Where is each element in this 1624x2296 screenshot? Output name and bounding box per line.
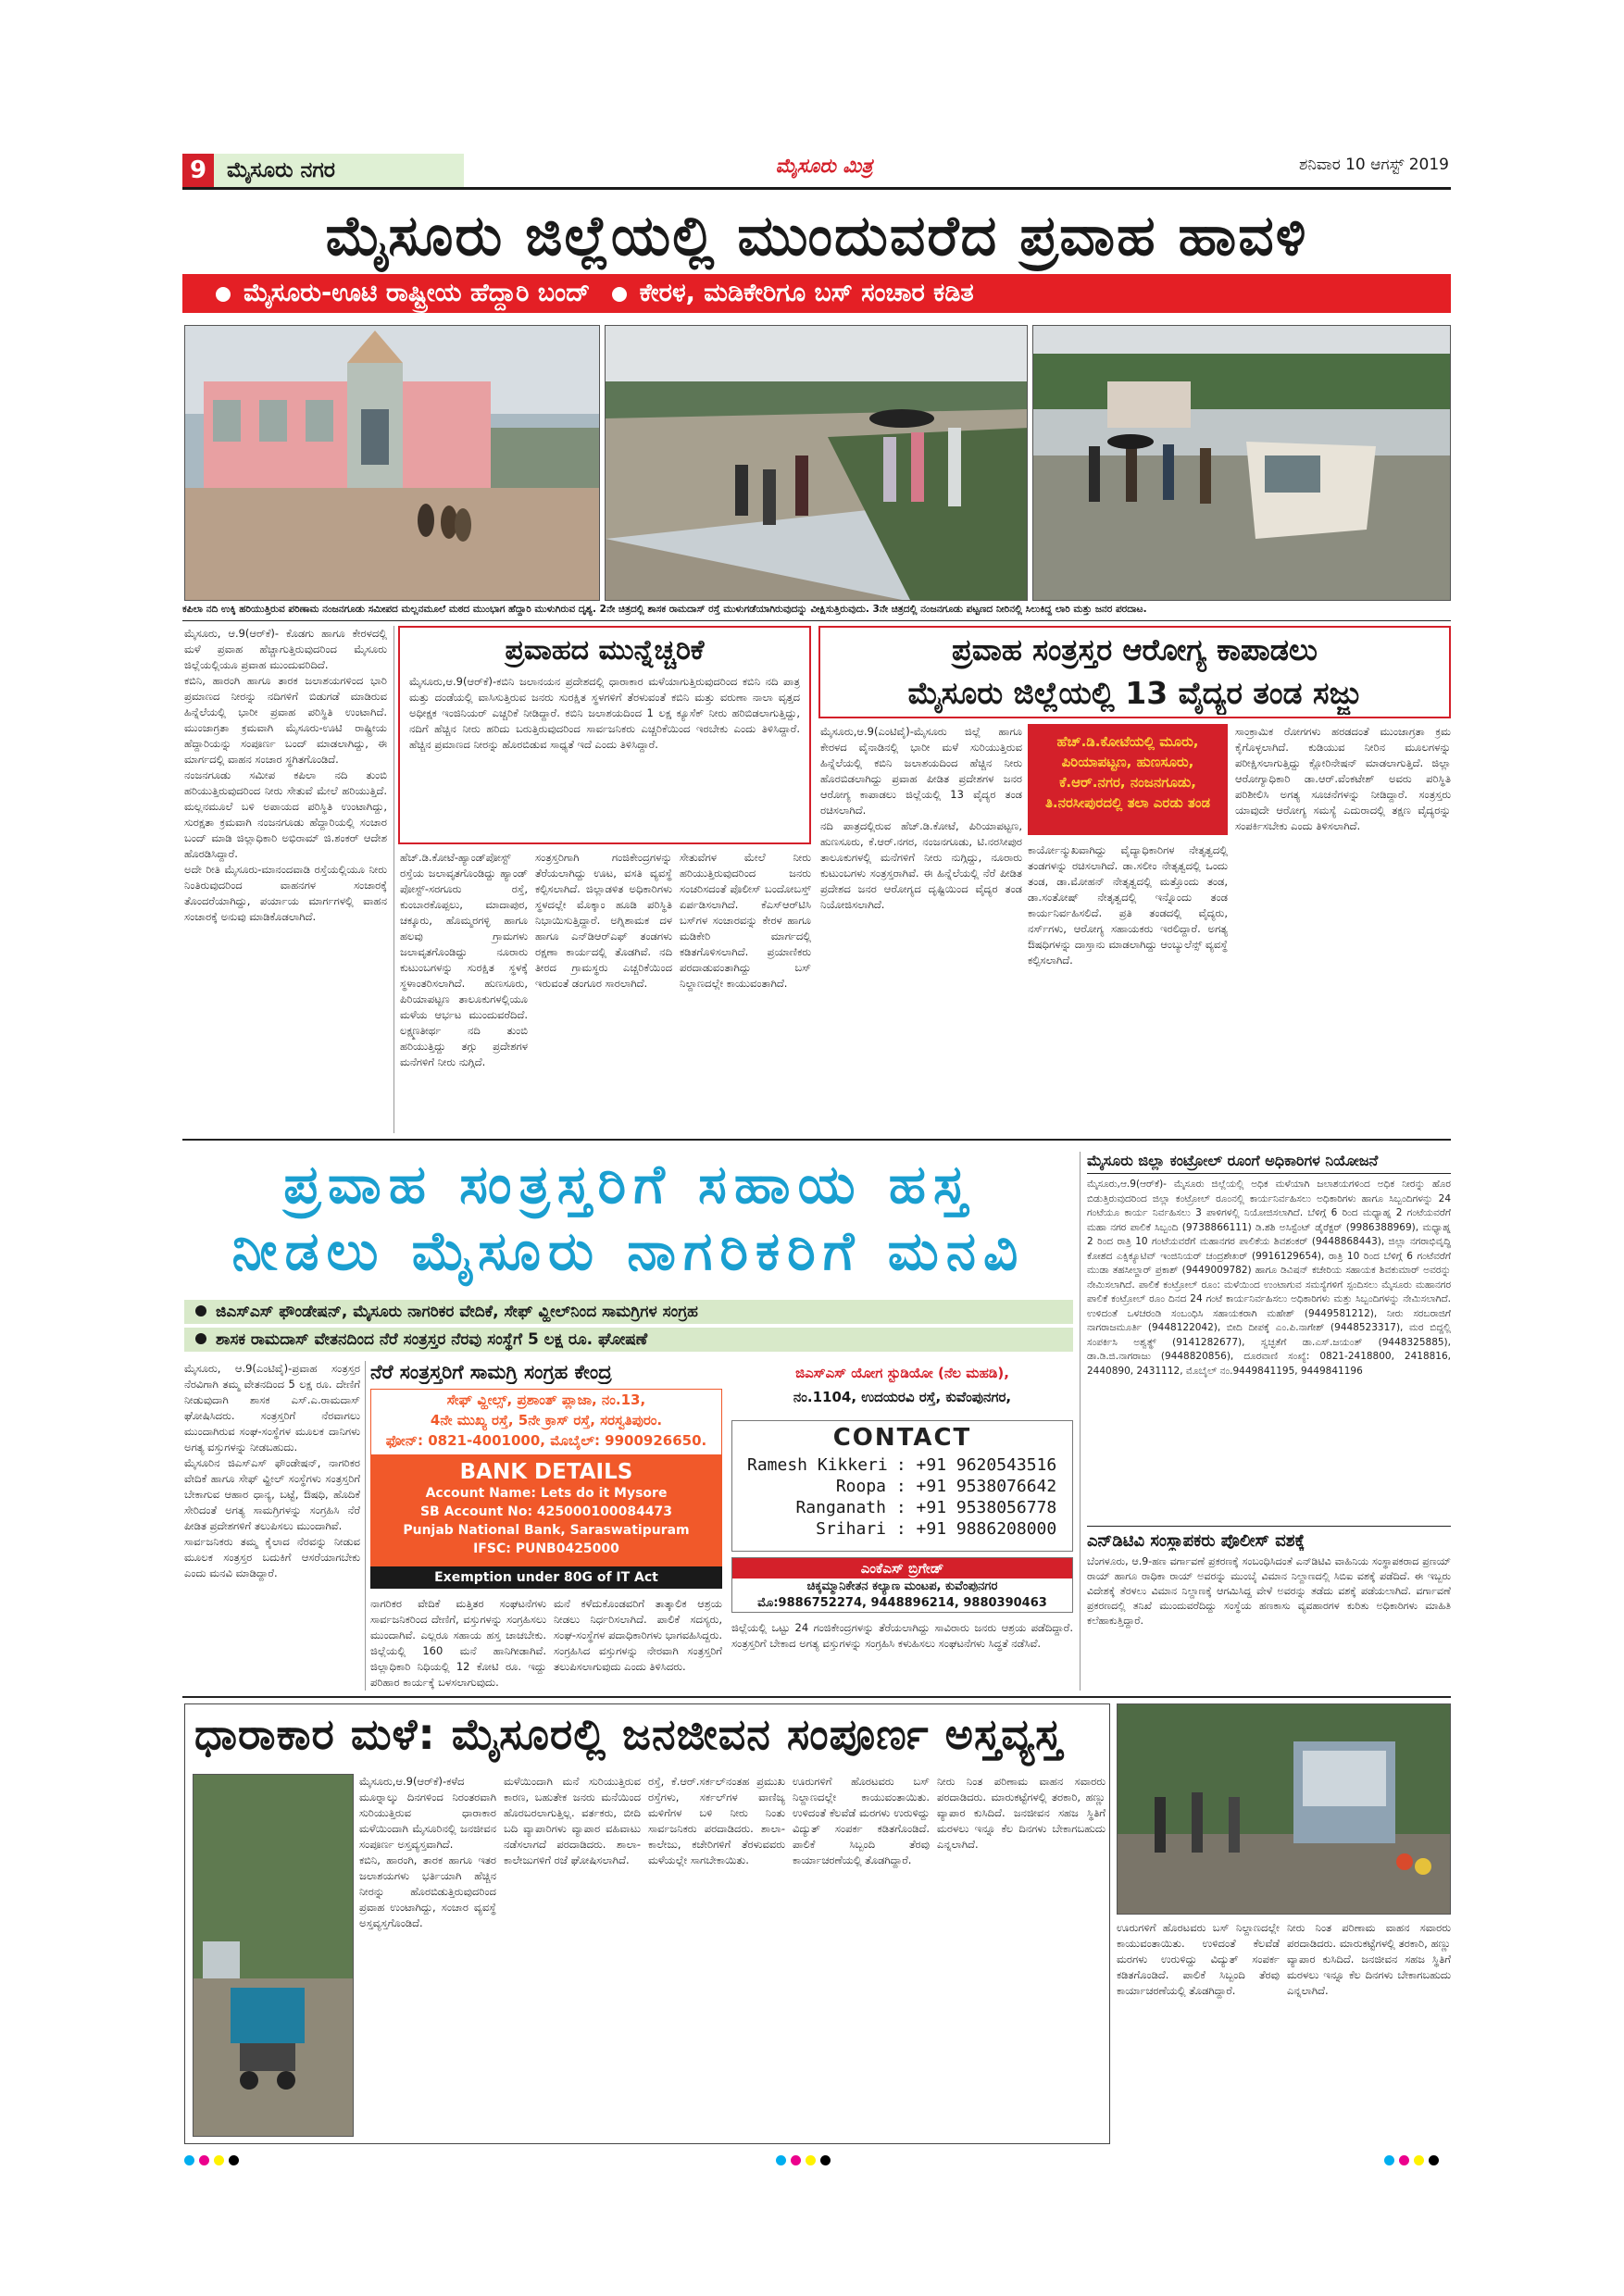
- health-story-col-right: ಸಾಂಕ್ರಾಮಿಕ ರೋಗಗಳು ಹರಡದಂತೆ ಮುಂಜಾಗ್ರತಾ ಕ್ರಮ ಕೈಗೊಳ್ಳಲಾಗಿದೆ. ಕುಡಿಯುವ ನೀರಿನ ಮೂಲಗಳನ್ನು ಪರೀಕ್ಷಿಸಲಾಗುತ್ತಿದ್ದು ಕ್ಲೋರಿನೇಷನ್ ಮಾಡಲಾಗುತ್ತಿದೆ. ಜಿಲ್ಲಾ ಆರೋಗ್ಯಾಧಿಕಾರಿ ಡಾ.ಆರ್.ವೆಂಕಟೇಶ್ ಅವರು ಪರಿಸ್ಥಿತಿ ಪರಿಶೀಲಿಸಿ ಅಗತ್ಯ ಸೂಚನೆಗಳನ್ನು ನೀಡಿದ್ದಾರೆ. ಸಂತ್ರಸ್ತರು ಯಾವುದೇ ಆರೋಗ್ಯ ಸಮಸ್ಯೆ ಎದುರಾದಲ್ಲಿ ತಕ್ಷಣ ವೈದ್ಯರನ್ನು ಸಂಪರ್ಕಿಸಬೇಕು ಎಂದು ತಿಳಿಸಲಾಗಿದೆ.: [1235, 725, 1451, 832]
- safe-wheels-phone: ಫೋನ್: 0821-4001000, ಮೊಬೈಲ್: 9900926650.: [385, 1432, 707, 1449]
- relief-bottom-col-1: ನಾಗರಿಕರ ವೇದಿಕೆ ಮತ್ತಿತರ ಸಂಘಟನೆಗಳು ಸಾರ್ವಜನಿಕರಿಂದ ದೇಣಿಗೆ, ವಸ್ತುಗಳನ್ನು ಸಂಗ್ರಹಿಸಲು ಮುಂದಾಗಿವೆ. ಎಲ್ಲರೂ ಸಹಾಯ ಹಸ್ತ ಚಾಚಬೇಕು. ಜಿಲ್ಲೆಯಲ್ಲಿ 160 ಮನೆ ಹಾನಿಗೀಡಾಗಿವೆ. ಜಿಲ್ಲಾಧಿಕಾರಿ ನಿಧಿಯಲ್ಲಿ 12 ಕೋಟಿ ರೂ. ಇದ್ದು ಪರಿಹಾರ ಕಾರ್ಯಕ್ಕೆ ಬಳಸಲಾಗುವುದು.: [370, 1597, 546, 1689]
- section-title: ಮೈಸೂರು ನಗರ: [214, 154, 464, 187]
- relief-bottom-col-2: ಮನೆ ಕಳೆದುಕೊಂಡವರಿಗೆ ತಾತ್ಕಾಲಿಕ ಆಶ್ರಯ ನೀಡಲು ನಿರ್ಧರಿಸಲಾಗಿದೆ. ಪಾಲಿಕೆ ಸದಸ್ಯರು, ಸಂಘ-ಸಂಸ್ಥೆಗಳ ಪದಾಧಿಕಾರಿಗಳು ಭಾಗವಹಿಸಿದ್ದರು. ಸಂಗ್ರಹಿಸಿದ ವಸ್ತುಗಳನ್ನು ನೇರವಾಗಿ ಸಂತ್ರಸ್ತರಿಗೆ ತಲುಪಿಸಲಾಗುವುದು ಎಂದು ತಿಳಿಸಿದರು.: [554, 1597, 722, 1673]
- gss-yoga-address-box: [731, 1361, 1073, 1418]
- rain-col-4: ಊರುಗಳಿಗೆ ಹೊರಟವರು ಬಸ್ ನಿಲ್ದಾಣದಲ್ಲೇ ಕಾಯುವಂತಾಯಿತು. ಉಳಿದಂತೆ ಕೆಲವೆಡೆ ಮರಗಳು ಉರುಳಿದ್ದು ವಿದ್ಯುತ್ ಸಂಪರ್ಕ ಕಡಿತಗೊಂಡಿದೆ. ಪಾಲಿಕೆ ಸಿಬ್ಬಂದಿ ತೆರವು ಕಾರ್ಯಾಚರಣೆಯಲ್ಲಿ ತೊಡಗಿದ್ದಾರೆ.: [793, 1775, 930, 1866]
- main-story-bottom-col-2: ಸಂತ್ರಸ್ತರಿಗಾಗಿ ಗಂಜಿಕೇಂದ್ರಗಳನ್ನು ತೆರೆಯಲಾಗಿದ್ದು ಊಟ, ವಸತಿ ವ್ಯವಸ್ಥೆ ಕಲ್ಪಿಸಲಾಗಿದೆ. ಜಿಲ್ಲಾಡಳಿತ ಅಧಿಕಾರಿಗಳು ಸ್ಥಳದಲ್ಲೇ ಮೊಕ್ಕಾಂ ಹೂಡಿ ಪರಿಸ್ಥಿತಿ ನಿಭಾಯಿಸುತ್ತಿದ್ದಾರೆ. ಅಗ್ನಿಶಾಮಕ ದಳ ಹಾಗೂ ಎನ್‌ಡಿಆರ್‌ಎಫ್ ತಂಡಗಳು ರಕ್ಷಣಾ ಕಾರ್ಯದಲ್ಲಿ ತೊಡಗಿವೆ. ನದಿ ತೀರದ ಗ್ರಾಮಸ್ಥರು ಎಚ್ಚರಿಕೆಯಿಂದ ಇರುವಂತೆ ಡಂಗೂರ ಸಾರಲಾಗಿದೆ.: [535, 851, 672, 990]
- column-divider: [365, 1361, 366, 1691]
- safe-wheels-address-1: ಸೇಫ್ ವ್ಹೀಲ್ಸ್, ಪ್ರಶಾಂತ್ ಪ್ಲಾಜಾ, ನಂ.13,: [446, 1391, 646, 1408]
- color-registration-marks-left: [184, 2152, 244, 2169]
- bullet-icon: [195, 1305, 206, 1316]
- gss-address-2: ನಂ.1104, ಉದಯರವಿ ರಸ್ತೆ, ಕುವೆಂಪುನಗರ,: [793, 1389, 1012, 1405]
- safe-wheels-address-2: 4ನೇ ಮುಖ್ಯ ರಸ್ತೆ, 5ನೇ ಕ್ರಾಸ್ ರಸ್ತೆ, ಸರಸ್ವತಿಪುರಂ.: [430, 1412, 663, 1429]
- bullet-icon: [216, 287, 231, 302]
- main-story-bottom-col-1: ಹೆಚ್.ಡಿ.ಕೋಟೆ-ಹ್ಯಾಂಡ್‌ಪೋಸ್ಟ್ ರಸ್ತೆಯ ಜಲಾವೃತಗೊಂಡಿದ್ದು ಹ್ಯಾಂಡ್ ಪೋಸ್ಟ್-ಸರಗೂರು ರಸ್ತೆ, ಕುಂಬಾರಕೊಪ್ಪಲು, ಮಾದಾಪುರ, ಚಕ್ಕೂರು, ಹೊಮ್ಮರಗಳ್ಳಿ ಹಾಗೂ ಹಲವು ಗ್ರಾಮಗಳು ಜಲಾವೃತಗೊಂಡಿದ್ದು ನೂರಾರು ಕುಟುಂಬಗಳನ್ನು ಸುರಕ್ಷಿತ ಸ್ಥಳಕ್ಕೆ ಸ್ಥಳಾಂತರಿಸಲಾಗಿದೆ. ಹುಣಸೂರು, ಪಿರಿಯಾಪಟ್ಟಣ ತಾಲೂಕುಗಳಲ್ಲಿಯೂ ಮಳೆಯ ಆರ್ಭಟ ಮುಂದುವರೆದಿದೆ. ಲಕ್ಷ್ಮಣತೀರ್ಥ ನದಿ ತುಂಬಿ ಹರಿಯುತ್ತಿದ್ದು ತಗ್ಗು ಪ್ರದೇಶಗಳ ಮನೆಗಳಿಗೆ ನೀರು ನುಗ್ಗಿದೆ.: [400, 851, 528, 1068]
- main-story-left-column: ಮೈಸೂರು, ಆ.9(ಆರ್‌ಕೆ)- ಕೊಡಗು ಹಾಗೂ ಕೇರಳದಲ್ಲಿ ಮಳೆ ಪ್ರವಾಹ ಹೆಚ್ಚಾಗುತ್ತಿರುವುದರಿಂದ ಮೈಸೂರು ಜಿಲ್ಲೆಯಲ್ಲಿಯೂ ಪ್ರವಾಹ ಮುಂದುವರಿದಿದೆ. ಕಬಿನಿ, ಹಾರಂಗಿ ಹಾಗೂ ತಾರಕ ಜಲಾಶಯಗಳಿಂದ ಭಾರಿ ಪ್ರಮಾಣದ ನೀರನ್ನು ನದಿಗಳಿಗೆ ಬಿಡುಗಡೆ ಮಾಡಿರುವ ಹಿನ್ನೆಲೆಯಲ್ಲಿ ಭಾರೀ ಪ್ರವಾಹ ಪರಿಸ್ಥಿತಿ ಉಂಟಾಗಿದೆ. ಮುಂಜಾಗ್ರತಾ ಕ್ರಮವಾಗಿ ಮೈಸೂರು-ಊಟಿ ರಾಷ್ಟ್ರೀಯ ಹೆದ್ದಾರಿಯನ್ನು ಸಂಪೂರ್ಣ ಬಂದ್ ಮಾಡಲಾಗಿದ್ದು, ಈ ಮಾರ್ಗದಲ್ಲಿ ವಾಹನ ಸಂಚಾರ ಸ್ಥಗಿತಗೊಂಡಿದೆ. ನಂಜನಗೂಡು ಸಮೀಪ ಕಪಿಲಾ ನದಿ ತುಂಬಿ ಹರಿಯುತ್ತಿರುವುದರಿಂದ ನೀರು ಸೇತುವೆ ಮೇಲೆ ಹರಿಯುತ್ತಿದೆ. ಮಲ್ಲನಮೂಲೆ ಬಳಿ ಅಪಾಯದ ಪರಿಸ್ಥಿತಿ ಉಂಟಾಗಿದ್ದು, ಸುರಕ್ಷತಾ ಕ್ರಮವಾಗಿ ನಂಜನಗೂಡು ಹೆದ್ದಾರಿಯಲ್ಲಿ ಸಂಚಾರ ಬಂದ್ ಮಾಡಿ ಜಿಲ್ಲಾಧಿಕಾರಿ ಅಭಿರಾಮ್ ಜಿ.ಶಂಕರ್ ಆದೇಶ ಹೊರಡಿಸಿದ್ದಾರೆ. ಅದೇ ರೀತಿ ಮೈಸೂರು-ಮಾನಂದವಾಡಿ ರಸ್ತೆಯಲ್ಲಿಯೂ ನೀರು ನಿಂತಿರುವುದರಿಂದ ವಾಹನಗಳ ಸಂಚಾರಕ್ಕೆ ತೊಂದರೆಯಾಗಿದ್ದು, ಪರ್ಯಾಯ ಮಾರ್ಗಗಳಲ್ಲಿ ವಾಹನ ಸಂಚಾರಕ್ಕೆ ಅನುವು ಮಾಡಿಕೊಡಲಾಗಿದೆ.: [184, 627, 387, 923]
- contact-row: Ranganath : +91 9538056778: [795, 1498, 1057, 1517]
- caption-rule: [182, 620, 1451, 621]
- bank-account-number: SB Account No: 425000100084473: [419, 1504, 673, 1519]
- ndtv-title: ಎನ್‌ಡಿಟಿವಿ ಸಂಸ್ಥಾಪಕರು ಪೊಲೀಸ್ ವಶಕ್ಕೆ: [1087, 1531, 1305, 1551]
- bank-details-title: BANK DETAILS: [459, 1460, 633, 1484]
- ndtv-body: ಬೆಂಗಳೂರು, ಆ.9-ಹಣ ವರ್ಗಾವಣೆ ಪ್ರಕರಣಕ್ಕೆ ಸಂಬಂಧಿಸಿದಂತೆ ಎನ್‌ಡಿಟಿವಿ ವಾಹಿನಿಯ ಸಂಸ್ಥಾಪಕರಾದ ಪ್ರಣಯ್ ರಾಯ್ ಹಾಗೂ ರಾಧಿಕಾ ರಾಯ್ ಅವರನ್ನು ಮುಂಬೈ ವಿಮಾನ ನಿಲ್ದಾಣದಲ್ಲಿ ಸಿಬಿಐ ವಶಕ್ಕೆ ಪಡೆದಿದೆ. ಈ ಇಬ್ಬರು ವಿದೇಶಕ್ಕೆ ತೆರಳಲು ವಿಮಾನ ನಿಲ್ದಾಣಕ್ಕೆ ಆಗಮಿಸಿದ್ದ ವೇಳೆ ಅವರನ್ನು ತಡೆದು ವಶಕ್ಕೆ ಪಡೆಯಲಾಗಿದೆ. ವರ್ಗಾವಣೆ ಪ್ರಕರಣದಲ್ಲಿ ತನಿಖೆ ಮುಂದುವರೆದಿದ್ದು ಸಂಸ್ಥೆಯ ಹಣಕಾಸು ವ್ಯವಹಾರಗಳ ಕುರಿತು ಅಧಿಕಾರಿಗಳು ಮಾಹಿತಿ ಕಲೆಹಾಕುತ್ತಿದ್ದಾರೆ.: [1087, 1555, 1451, 1627]
- control-room-title: ಮೈಸೂರು ಜಿಲ್ಲಾ ಕಂಟ್ರೋಲ್ ರೂಂಗೆ ಅಧಿಕಾರಿಗಳ ನಿಯೋಜನೆ: [1087, 1152, 1451, 1174]
- bank-account-name: Account Name: Lets do it Mysore: [425, 1486, 668, 1501]
- rain-col-3: ರಸ್ತೆ, ಕೆ.ಆರ್.ಸರ್ಕಲ್‌ನಂತಹ ಪ್ರಮುಖ ರಸ್ತೆಗಳು, ಸರ್ಕಲ್‌ಗಳ ವಾಣಿಜ್ಯ ಮಳಿಗೆಗಳ ಬಳಿ ನೀರು ನಿಂತು ಸಾರ್ವಜನಿಕರು ಪರದಾಡಿದರು. ಶಾಲಾ-ಕಾಲೇಜು, ಕಚೇರಿಗಳಿಗೆ ತೆರಳುವವರು ಮಳೆಯಲ್ಲೇ ಸಾಗಬೇಕಾಯಿತು.: [648, 1775, 785, 1866]
- collection-centre-heading: ನೆರೆ ಸಂತ್ರಸ್ತರಿಗೆ ಸಾಮಗ್ರಿ ಸಂಗ್ರಹ ಕೇಂದ್ರ: [370, 1361, 612, 1383]
- masthead-logo: ಮೈಸೂರು ಮಿತ್ರ: [775, 154, 873, 177]
- page-number: 9: [182, 154, 214, 187]
- flood-photo-temple: [184, 325, 600, 601]
- photo-caption: ಕಪಿಲಾ ನದಿ ಉಕ್ಕಿ ಹರಿಯುತ್ತಿರುವ ಪರಿಣಾಮ ನಂಜನಗೂಡು ಸಮೀಪದ ಮಲ್ಲನಮೂಲೆ ಮಠದ ಮುಂಭಾಗ ಹೆದ್ದಾರಿ ಮುಳುಗಿರುವ ದೃಶ್ಯ. 2ನೇ ಚಿತ್ರದಲ್ಲಿ ಶಾಸಕ ರಾಮದಾಸ್ ರಸ್ತೆ ಮುಳುಗಡೆಯಾಗಿರುವುದನ್ನು ವೀಕ್ಷಿಸುತ್ತಿರುವುದು. 3ನೇ ಚಿತ್ರದಲ್ಲಿ ನಂಜನಗೂಡು ಪಟ್ಟಣದ ನೀರಿನಲ್ಲಿ ಸಿಲುಕಿದ್ದ ಲಾರಿ ಮತ್ತು ಜನರ ಪರದಾಟ.: [182, 604, 1147, 615]
- main-subheadline-bar: [182, 274, 1451, 313]
- flood-photo-highway-inspection: [605, 325, 1028, 601]
- flood-alert-body: ಮೈಸೂರು,ಆ.9(ಆರ್‌ಕೆ)-ಕಬಿನಿ ಜಲಾನಯನ ಪ್ರದೇಶದಲ್ಲಿ ಧಾರಾಕಾರ ಮಳೆಯಾಗುತ್ತಿರುವುದರಿಂದ ಕಬಿನಿ ನದಿ ಪಾತ್ರ ಮತ್ತು ದಂಡೆಯಲ್ಲಿ ವಾಸಿಸುತ್ತಿರುವ ಜನರು ಸುರಕ್ಷಿತ ಸ್ಥಳಗಳಿಗೆ ತೆರಳುವಂತೆ ಕಬಿನಿ ಮತ್ತು ವರುಣಾ ನಾಲಾ ವೃತ್ತದ ಅಧೀಕ್ಷಕ ಇಂಜಿನಿಯರ್ ಎಚ್ಚರಿಕೆ ನೀಡಿದ್ದಾರೆ. ಕಬಿನಿ ಜಲಾಶಯದಿಂದ 1 ಲಕ್ಷ ಕ್ಯೂಸೆಕ್ ನೀರು ಹರಿಬಿಡಲಾಗುತ್ತಿದ್ದು, ನದಿಗೆ ಹೆಚ್ಚಿನ ನೀರು ಹರಿದು ಬರುತ್ತಿರುವುದರಿಂದ ಸಾರ್ವಜನಿಕರು ಎಚ್ಚರಿಕೆಯಿಂದ ಇರಬೇಕು ಎಂದು ತಿಳಿಸಿದ್ದಾರೆ. ಹೆಚ್ಚಿನ ಪ್ರಮಾಣದ ನೀರನ್ನು ಹೊರಬಿಡುವ ಸಾಧ್ಯತೆ ಇದೆ ಎಂದು ತಿಳಿಸಿದ್ದಾರೆ.: [409, 675, 800, 751]
- header-divider: [182, 187, 1451, 190]
- bank-details-panel: [371, 1454, 721, 1566]
- rain-photo-stall: [1117, 1703, 1451, 1915]
- bank-ifsc: IFSC: PUNB0425000: [473, 1541, 619, 1556]
- subheadline-2: ಕೇರಳ, ಮಡಿಕೇರಿಗೂ ಬಸ್ ಸಂಚಾರ ಕಡಿತ: [639, 279, 974, 307]
- ndtv-story: [1087, 1531, 1451, 1691]
- relief-bullet-2: ಶಾಸಕ ರಾಮದಾಸ್ ವೇತನದಿಂದ ನೆರೆ ಸಂತ್ರಸ್ತರ ನೆರವು ಸಂಸ್ಥೆಗೆ 5 ಲಕ್ಷ ರೂ. ಘೋಷಣೆ: [184, 1328, 1073, 1352]
- bank-name: Punjab National Bank, Saraswatipuram: [403, 1523, 690, 1538]
- contact-row: Roopa : +91 9538076642: [835, 1477, 1057, 1496]
- relief-headline-2: ನೀಡಲು ಮೈಸೂರು ನಾಗರಿಕರಿಗೆ ಮನವಿ: [231, 1219, 1026, 1282]
- relief-headline-1: ಪ್ರವಾಹ ಸಂತ್ರಸ್ತರಿಗೆ ಸಹಾಯ ಹಸ್ತ: [283, 1153, 974, 1216]
- story-divider: [1087, 1526, 1451, 1527]
- contact-box: [731, 1420, 1073, 1552]
- rain-col-2: ಮಳೆಯಿಂದಾಗಿ ಮನೆ ಸುರಿಯುತ್ತಿರುವ ಕಾರಣ, ಬಹುತೇಕ ಜನರು ಮನೆಯಿಂದ ಹೊರಬರಲಾಗುತ್ತಿಲ್ಲ. ವರ್ತಕರು, ಬೀದಿ ಬದಿ ವ್ಯಾಪಾರಿಗಳು ವ್ಯಾಪಾರ ವಹಿವಾಟು ನಡೆಸಲಾಗದೆ ಪರದಾಡಿದರು. ಶಾಲಾ-ಕಾಲೇಜುಗಳಿಗೆ ರಜೆ ಘೋಷಿಸಲಾಗಿದೆ.: [504, 1775, 641, 1866]
- mks-brigade-title: ಎಂಕೆಎಸ್ ಬ್ರಿಗೇಡ್: [732, 1558, 1072, 1578]
- mks-brigade-phones: ಮೊ:9886752274, 9448896214, 9880390463: [757, 1596, 1047, 1610]
- health-story-col-mid: ಕಾರ್ಯೋನ್ಮುಖವಾಗಿದ್ದು ವೈದ್ಯಾಧಿಕಾರಿಗಳ ನೇತೃತ್ವದಲ್ಲಿ ತಂಡಗಳನ್ನು ರಚಿಸಲಾಗಿದೆ. ಡಾ.ಸಲೀಂ ನೇತೃತ್ವದಲ್ಲಿ ಒಂದು ತಂಡ, ಡಾ.ಮೋಹನ್ ನೇತೃತ್ವದಲ್ಲಿ ಮತ್ತೊಂದು ತಂಡ, ಡಾ.ಸಂತೋಷ್ ನೇತೃತ್ವದಲ್ಲಿ ಇನ್ನೊಂದು ತಂಡ ಕಾರ್ಯನಿರ್ವಹಿಸಲಿದೆ. ಪ್ರತಿ ತಂಡದಲ್ಲಿ ವೈದ್ಯರು, ನರ್ಸ್‌ಗಳು, ಆರೋಗ್ಯ ಸಹಾಯಕರು ಇರಲಿದ್ದಾರೆ. ಅಗತ್ಯ ಔಷಧಿಗಳನ್ನು ದಾಸ್ತಾನು ಮಾಡಲಾಗಿದ್ದು ಆಂಬ್ಯುಲೆನ್ಸ್ ವ್ಯವಸ್ಥೆ ಕಲ್ಪಿಸಲಾಗಿದೆ.: [1028, 843, 1228, 967]
- rain-col-1: ಮೈಸೂರು,ಆ.9(ಆರ್‌ಕೆ)-ಕಳೆದ ಮೂರ್‍ನಾಲ್ಕು ದಿನಗಳಿಂದ ನಿರಂತರವಾಗಿ ಸುರಿಯುತ್ತಿರುವ ಧಾರಾಕಾರ ಮಳೆಯಿಂದಾಗಿ ಮೈಸೂರಿನಲ್ಲಿ ಜನಜೀವನ ಸಂಪೂರ್ಣ ಅಸ್ತವ್ಯಸ್ತವಾಗಿದೆ. ಕಬಿನಿ, ಹಾರಂಗಿ, ತಾರಕ ಹಾಗೂ ಇತರ ಜಲಾಶಯಗಳು ಭರ್ತಿಯಾಗಿ ಹೆಚ್ಚಿನ ನೀರನ್ನು ಹೊರಬಿಡುತ್ತಿರುವುದರಿಂದ ಪ್ರವಾಹ ಉಂಟಾಗಿದ್ದು, ಸಂಚಾರ ವ್ಯವಸ್ಥೆ ಅಸ್ತವ್ಯಸ್ತಗೊಂಡಿದೆ.: [359, 1775, 496, 1929]
- contact-row: Srihari : +91 9886208000: [816, 1519, 1057, 1539]
- contact-row: Ramesh Kikkeri : +91 9620543516: [747, 1455, 1057, 1475]
- tax-exemption-note: Exemption under 80G of IT Act: [370, 1566, 722, 1589]
- bullet-icon: [195, 1333, 206, 1344]
- section-divider: [182, 1139, 1451, 1141]
- column-divider: [1080, 1152, 1081, 1691]
- flood-alert-title: ಪ್ರವಾಹದ ಮುನ್ನೆಚ್ಚರಿಕೆ: [505, 634, 705, 667]
- control-room-story: [1087, 1152, 1451, 1522]
- health-story-title-2: ಮೈಸೂರು ಜಿಲ್ಲೆಯಲ್ಲಿ 13 ವೈದ್ಯರ ತಂಡ ಸಜ್ಜು: [907, 675, 1362, 711]
- rain-col-right-a: ಊರುಗಳಿಗೆ ಹೊರಟವರು ಬಸ್ ನಿಲ್ದಾಣದಲ್ಲೇ ಕಾಯುವಂತಾಯಿತು. ಉಳಿದಂತೆ ಕೆಲವೆಡೆ ಮರಗಳು ಉರುಳಿದ್ದು ವಿದ್ಯುತ್ ಸಂಪರ್ಕ ಕಡಿತಗೊಂಡಿದೆ. ಪಾಲಿಕೆ ಸಿಬ್ಬಂದಿ ತೆರವು ಕಾರ್ಯಾಚರಣೆಯಲ್ಲಿ ತೊಡಗಿದ್ದಾರೆ.: [1117, 1921, 1280, 1997]
- rain-photo-vendor-cart: [193, 1774, 354, 2137]
- publication-date: ಶನಿವಾರ 10 ಆಗಸ್ಟ್ 2019: [1299, 156, 1449, 174]
- subheadline-1: ಮೈಸೂರು-ಊಟಿ ರಾಷ್ಟ್ರೀಯ ಹೆದ್ದಾರಿ ಬಂದ್: [244, 279, 591, 307]
- rain-col-5: ನೀರು ನಿಂತ ಪರಿಣಾಮ ವಾಹನ ಸವಾರರು ಪರದಾಡಿದರು. ಮಾರುಕಟ್ಟೆಗಳಲ್ಲಿ ತರಕಾರಿ, ಹಣ್ಣು ವ್ಯಾಪಾರ ಕುಸಿದಿದೆ. ಜನಜೀವನ ಸಹಜ ಸ್ಥಿತಿಗೆ ಮರಳಲು ಇನ್ನೂ ಕೆಲ ದಿನಗಳು ಬೇಕಾಗಬಹುದು ಎನ್ನಲಾಗಿದೆ.: [937, 1775, 1106, 1851]
- control-room-body: ಮೈಸೂರು,ಆ.9(ಆರ್‌ಕೆ)- ಮೈಸೂರು ಜಿಲ್ಲೆಯಲ್ಲಿ ಅಧಿಕ ಮಳೆಯಾಗಿ ಜಲಾಶಯಗಳಿಂದ ಅಧಿಕ ನೀರನ್ನು ಹೊರ ಬಿಡುತ್ತಿರುವುದರಿಂದ ಜಿಲ್ಲಾ ಕಂಟ್ರೋಲ್ ರೂಂನಲ್ಲಿ ಕಾರ್ಯನಿರ್ವಹಿಸಲು ಅಧಿಕಾರಿಗಳು ಹಾಗೂ ಸಿಬ್ಬಂದಿಗಳನ್ನು 24 ಗಂಟೆಯೂ ಕಾರ್ಯ ನಿರ್ವಹಿಸಲು 3 ಪಾಳಿಗಳಲ್ಲಿ ನಿಯೋಜಿಸಲಾಗಿದೆ. ಬೆಳಿಗ್ಗೆ 6 ರಿಂದ ಮಧ್ಯಾಹ್ನ 2 ಗಂಟೆಯವರೆಗೆ ಮಹಾ ನಗರ ಪಾಲಿಕೆ ಸಿಬ್ಬಂದಿ (9738866111) ಡಿ.ಶಶಿ ಅಸಿಸ್ಟೆಂಟ್ ಡೈರೆಕ್ಟರ್ (9986388969), ಮಧ್ಯಾಹ್ನ 2 ರಿಂದ ರಾತ್ರಿ 10 ಗಂಟೆಯವರೆಗೆ ಮಹಾನಗರ ಪಾಲಿಕೆಯ ಶಿವಶಂಕರ್ (9448868443), ಜಿಲ್ಲಾ ನಗರಾಭಿವೃದ್ಧಿ ಕೋಶದ ಎಕ್ಸಿಕ್ಯೂಟಿವ್ ಇಂಜಿನಿಯರ್ ಚಂದ್ರಶೇಖರ್ (9916129654), ರಾತ್ರಿ 10 ರಿಂದ ಬೆಳಿಗ್ಗೆ 6 ಗಂಟೆವರೆಗೆ ಮುಡಾ ತಹಸೀಲ್ದಾರ್ ಪ್ರಕಾಶ್ (9449009782) ಹಾಗೂ ಡಿವಿಷನ್ ಕಚೇರಿಯ ಸಹಾಯಕ ಶಿವಕುಮಾರ್ ಅವರನ್ನು ನೇಮಿಸಲಾಗಿದೆ. ಪಾಲಿಕೆ ಕಂಟ್ರೋಲ್ ರೂಂ: ಮಳೆಯಿಂದ ಉಂಟಾಗುವ ಸಮಸ್ಯೆಗಳಿಗೆ ಸ್ಪಂದಿಸಲು ಮೈಸೂರು ಮಹಾನಗರ ಪಾಲಿಕೆ ಕಂಟ್ರೋಲ್ ರೂಂ ದಿನದ 24 ಗಂಟೆ ಕಾರ್ಯನಿರ್ವಹಿಸಲು ಅಧಿಕಾರಿಗಳು ಮತ್ತು ಸಿಬ್ಬಂದಿಗಳನ್ನು ನೇಮಿಸಲಾಗಿದೆ. ಉಳಿದಂತೆ ಒಳಚರಂಡಿ ಸಂಬಂಧಿಸಿ ಸಹಾಯಕರಾಗಿ ಮಹೇಶ್ (9449581212), ನೀರು ಸರಬರಾಜಿಗೆ ನಾಗರಾಜಮೂರ್ತಿ (9448122042), ಬೀದಿ ದೀಪಕ್ಕೆ ಎಂ.ಪಿ.ನಾಗೇಶ್ (9448523317), ಮರ ಬಿದ್ದಲ್ಲಿ ಸಂಪರ್ಕಿಸಿ ಅಶ್ವತ್ಥ್ (9141282677), ಸ್ವಚ್ಛತೆಗೆ ಡಾ.ಎಸ್.ಜಯಂತ್ (9448325885), ಡಾ.ಡಿ.ಜಿ.ನಾಗರಾಜು (9448820856), ದೂರವಾಣಿ ಸಂಖ್ಯೆ: 0821-2418800, 2418816, 2440890, 2431112, ಮೊಬೈಲ್ ನಂ.9449841195, 9449841196: [1087, 1179, 1451, 1377]
- mks-brigade-address: ಚಿಕ್ಕಮ್ಮಾನಿಕೇತನ ಕಲ್ಯಾಣ ಮಂಟಪ, ಕುವೆಂಪುನಗರ: [806, 1579, 998, 1593]
- color-registration-marks-center: [776, 2152, 835, 2169]
- safe-wheels-bank-ad: [370, 1389, 722, 1566]
- doctor-team-box: ಹೆಚ್.ಡಿ.ಕೋಟೆಯಲ್ಲಿ ಮೂರು, ಪಿರಿಯಾಪಟ್ಟಣ, ಹುಣಸೂರು, ಕೆ.ಆರ್.ನಗರ, ನಂಜನಗೂಡು, ತಿ.ನರಸೀಪುರದಲ್ಲಿ ತಲಾ ಎರಡು ತಂಡ: [1028, 724, 1228, 835]
- main-story-bottom-col-3: ಸೇತುವೆಗಳ ಮೇಲೆ ನೀರು ಹರಿಯುತ್ತಿರುವುದರಿಂದ ಜನರು ಸಂಚರಿಸದಂತೆ ಪೊಲೀಸ್ ಬಂದೋಬಸ್ತ್ ಏರ್ಪಡಿಸಲಾಗಿದೆ. ಕೆಎಸ್‌ಆರ್‌ಟಿಸಿ ಬಸ್‌ಗಳ ಸಂಚಾರವನ್ನು ಕೇರಳ ಹಾಗೂ ಮಡಿಕೇರಿ ಮಾರ್ಗದಲ್ಲಿ ಕಡಿತಗೊಳಿಸಲಾಗಿದೆ. ಪ್ರಯಾಣಿಕರು ಪರದಾಡುವಂತಾಗಿದ್ದು ಬಸ್ ನಿಲ್ದಾಣದಲ್ಲೇ ಕಾಯುವಂತಾಗಿದೆ.: [680, 851, 811, 990]
- rain-col-right-b: ನೀರು ನಿಂತ ಪರಿಣಾಮ ವಾಹನ ಸವಾರರು ಪರದಾಡಿದರು. ಮಾರುಕಟ್ಟೆಗಳಲ್ಲಿ ತರಕಾರಿ, ಹಣ್ಣು ವ್ಯಾಪಾರ ಕುಸಿದಿದೆ. ಜನಜೀವನ ಸಹಜ ಸ್ಥಿತಿಗೆ ಮರಳಲು ಇನ್ನೂ ಕೆಲ ದಿನಗಳು ಬೇಕಾಗಬಹುದು ಎನ್ನಲಾಗಿದೆ.: [1287, 1921, 1451, 1997]
- gss-address-1: ಜಿಎಸ್‌ಎಸ್ ಯೋಗ ಸ್ಟುಡಿಯೋ (ನೆಲ ಮಹಡಿ),: [795, 1365, 1009, 1381]
- main-headline: ಮೈಸೂರು ಜಿಲ್ಲೆಯಲ್ಲಿ ಮುಂದುವರೆದ ಪ್ರವಾಹ ಹಾವಳಿ: [325, 204, 1308, 268]
- health-story-title-1: ಪ್ರವಾಹ ಸಂತ್ರಸ್ತರ ಆರೋಗ್ಯ ಕಾಪಾಡಲು: [952, 632, 1318, 668]
- relief-bullet-1: ಜಿಎಸ್‌ಎಸ್ ಫೌಂಡೇಷನ್, ಮೈಸೂರು ನಾಗರಿಕರ ವೇದಿಕೆ, ಸೇಫ್ ವ್ಹೀಲ್‌ನಿಂದ ಸಾಮಗ್ರಿಗಳ ಸಂಗ್ರಹ: [184, 1300, 1073, 1324]
- contact-title: CONTACT: [832, 1424, 972, 1452]
- bullet-icon: [612, 287, 627, 302]
- color-registration-marks-right: [1384, 2152, 1443, 2169]
- relief-story-left-column: ಮೈಸೂರು, ಆ.9(ಎಂಟಿವೈ)-ಪ್ರವಾಹ ಸಂತ್ರಸ್ತರ ನೆರವಿಗಾಗಿ ತಮ್ಮ ವೇತನದಿಂದ 5 ಲಕ್ಷ ರೂ. ದೇಣಿಗೆ ನೀಡುವುದಾಗಿ ಶಾಸಕ ಎಸ್.ಎ.ರಾಮದಾಸ್ ಘೋಷಿಸಿದರು. ಸಂತ್ರಸ್ತರಿಗೆ ನೆರವಾಗಲು ಮುಂದಾಗಿರುವ ಸಂಘ-ಸಂಸ್ಥೆಗಳ ಮೂಲಕ ದಾನಿಗಳು ಅಗತ್ಯ ವಸ್ತುಗಳನ್ನು ನೀಡಬಹುದು. ಮೈಸೂರಿನ ಜಿಎಸ್‌ಎಸ್ ಫೌಂಡೇಷನ್, ನಾಗರಿಕರ ವೇದಿಕೆ ಹಾಗೂ ಸೇಫ್ ವ್ಹೀಲ್ ಸಂಸ್ಥೆಗಳು ಸಂತ್ರಸ್ತರಿಗೆ ಬೇಕಾಗುವ ಆಹಾರ ಧಾನ್ಯ, ಬಟ್ಟೆ, ಔಷಧಿ, ಹೊದಿಕೆ ಸೇರಿದಂತೆ ಅಗತ್ಯ ಸಾಮಗ್ರಿಗಳನ್ನು ಸಂಗ್ರಹಿಸಿ ನೆರೆ ಪೀಡಿತ ಪ್ರದೇಶಗಳಿಗೆ ತಲುಪಿಸಲು ಮುಂದಾಗಿವೆ. ಸಾರ್ವಜನಿಕರು ತಮ್ಮ ಕೈಲಾದ ನೆರವನ್ನು ನೀಡುವ ಮೂಲಕ ಸಂತ್ರಸ್ತರ ಬದುಕಿಗೆ ಆಸರೆಯಾಗಬೇಕು ಎಂದು ಮನವಿ ಮಾಡಿದ್ದಾರೆ.: [184, 1362, 360, 1579]
- rain-headline: ಧಾರಾಕಾರ ಮಳೆ: ಮೈಸೂರಲ್ಲಿ ಜನಜೀವನ ಸಂಪೂರ್ಣ ಅಸ್ತವ್ಯಸ್ತ: [194, 1709, 1063, 1759]
- mks-brigade-box: [731, 1557, 1073, 1613]
- health-story-col-left: ಮೈಸೂರು,ಆ.9(ಎಂಟಿವೈ)-ಮೈಸೂರು ಜಿಲ್ಲೆ ಹಾಗೂ ಕೇರಳದ ವೈನಾಡಿನಲ್ಲಿ ಭಾರೀ ಮಳೆ ಸುರಿಯುತ್ತಿರುವ ಹಿನ್ನೆಲೆಯಲ್ಲಿ ಕಬಿನಿ ಜಲಾಶಯದಿಂದ ಹೆಚ್ಚಿನ ನೀರು ಹೊರಬಿಡಲಾಗಿದ್ದು ಪ್ರವಾಹ ಪೀಡಿತ ಪ್ರದೇಶಗಳ ಜನರ ಆರೋಗ್ಯ ಕಾಪಾಡಲು ಜಿಲ್ಲೆಯಲ್ಲಿ 13 ವೈದ್ಯರ ತಂಡ ರಚಿಸಲಾಗಿದೆ. ನದಿ ಪಾತ್ರದಲ್ಲಿರುವ ಹೆಚ್.ಡಿ.ಕೋಟೆ, ಪಿರಿಯಾಪಟ್ಟಣ, ಹುಣಸೂರು, ಕೆ.ಆರ್.ನಗರ, ನಂಜನಗೂಡು, ಟಿ.ನರಸೀಪುರ ತಾಲೂಕುಗಳಲ್ಲಿ ಮನೆಗಳಿಗೆ ನೀರು ನುಗ್ಗಿದ್ದು, ನೂರಾರು ಕುಟುಂಬಗಳು ಸಂತ್ರಸ್ತರಾಗಿವೆ. ಈ ಹಿನ್ನೆಲೆಯಲ್ಲಿ ನೆರೆ ಪೀಡಿತ ಪ್ರದೇಶದ ಜನರ ಆರೋಗ್ಯದ ದೃಷ್ಟಿಯಿಂದ ವೈದ್ಯರ ತಂಡ ನಿಯೋಜಿಸಲಾಗಿದೆ.: [820, 725, 1022, 911]
- relief-bottom-col-3: ಜಿಲ್ಲೆಯಲ್ಲಿ ಒಟ್ಟು 24 ಗಂಜಿಕೇಂದ್ರಗಳನ್ನು ತೆರೆಯಲಾಗಿದ್ದು ಸಾವಿರಾರು ಜನರು ಆಶ್ರಯ ಪಡೆದಿದ್ದಾರೆ. ಸಂತ್ರಸ್ತರಿಗೆ ಬೇಕಾದ ಅಗತ್ಯ ವಸ್ತುಗಳನ್ನು ಸಂಗ್ರಹಿಸಿ ಕಳುಹಿಸಲು ಸಂಘಟನೆಗಳು ಸಿದ್ಧತೆ ನಡೆಸಿವೆ.: [731, 1621, 1073, 1650]
- section-divider: [182, 1696, 1451, 1698]
- health-story-headline-box: [818, 626, 1451, 718]
- flood-photo-truck-stuck: [1032, 325, 1451, 601]
- flood-alert-box: [398, 626, 811, 844]
